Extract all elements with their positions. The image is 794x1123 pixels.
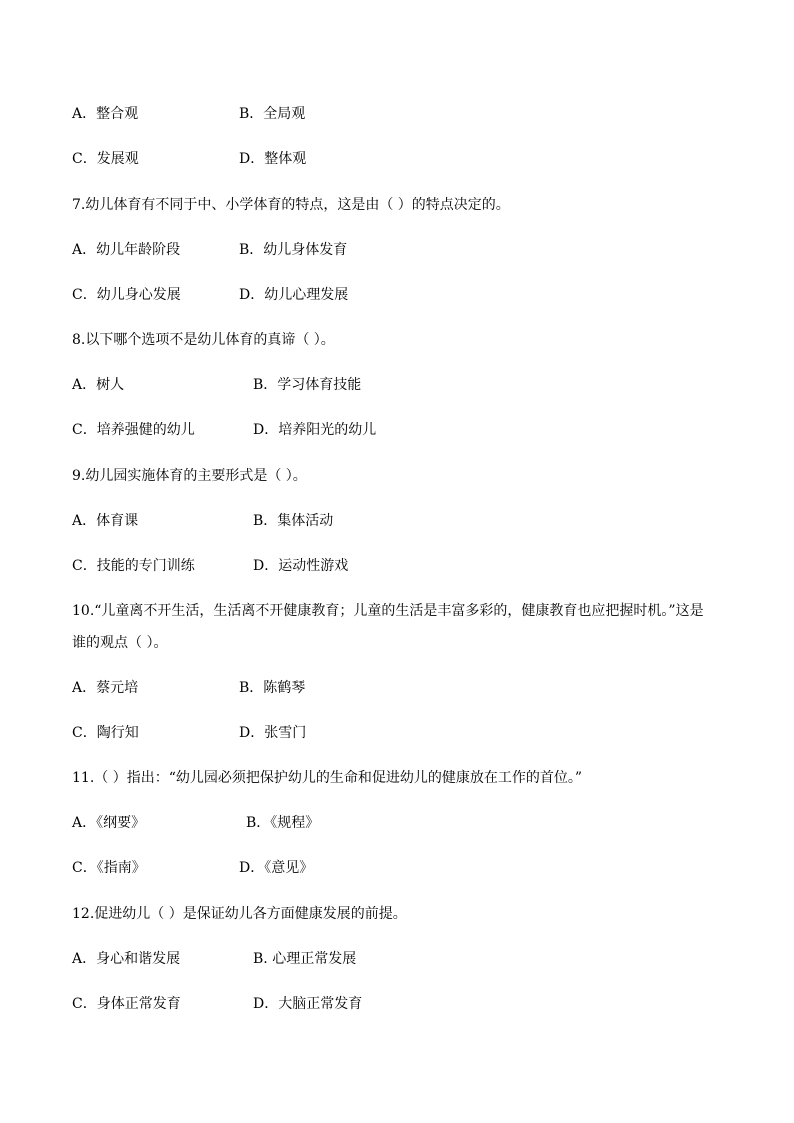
option-a: A．《纲要》 [72, 815, 146, 831]
option-d: D．大脑正常发育 [253, 996, 363, 1012]
option-c: C．《指南》 [72, 860, 146, 876]
option-a: A．体育课 [72, 513, 139, 529]
question-7: 7.幼儿体育有不同于中、小学体育的特点，这是由（ ）的特点决定的。 [72, 197, 510, 213]
option-b: B．学习体育技能 [253, 377, 362, 393]
option-c: C．陶行知 [72, 725, 139, 741]
question-9: 9.幼儿园实施体育的主要形式是（ ）。 [72, 468, 307, 484]
question-10-continued: 谁的观点（ ）。 [72, 635, 168, 651]
question-8: 8.以下哪个选项不是幼儿体育的真谛（ ）。 [72, 332, 335, 348]
option-row [72, 813, 320, 833]
question-12: 12.促进幼儿（ ）是保证幼儿各方面健康发展的前提。 [72, 906, 407, 922]
option-d: D．张雪门 [239, 725, 307, 741]
option-a: A．树人 [72, 377, 125, 393]
option-row [72, 240, 348, 260]
option-row [72, 994, 363, 1014]
option-a: A．身心和谐发展 [72, 951, 181, 967]
option-c: C．培养强健的幼儿 [72, 422, 195, 438]
option-d: D．培养阳光的幼儿 [253, 422, 377, 438]
option-row [72, 420, 377, 440]
option-a: A．整合观 [72, 106, 139, 122]
option-a: A．蔡元培 [72, 680, 139, 696]
option-row [72, 858, 314, 878]
option-row [72, 949, 357, 969]
option-row [72, 285, 349, 305]
option-c: C．幼儿身心发展 [72, 287, 181, 303]
option-d: D．运动性游戏 [253, 558, 349, 574]
option-c: C．技能的专门训练 [72, 558, 195, 574]
option-b: B．《规程》 [246, 815, 320, 831]
option-b: B．全局观 [239, 106, 306, 122]
option-b: B．陈鹤琴 [239, 680, 306, 696]
option-d: D．幼儿心理发展 [239, 287, 349, 303]
option-a: A．幼儿年龄阶段 [72, 242, 181, 258]
option-b: B．集体活动 [253, 513, 334, 529]
option-row [72, 104, 306, 124]
option-row [72, 678, 306, 698]
question-11: 11.（ ）指出：“幼儿园必须把保护幼儿的生命和促进幼儿的健康放在工作的首位。” [72, 770, 583, 786]
option-c: C．身体正常发育 [72, 996, 181, 1012]
option-row [72, 149, 307, 169]
option-c: C．发展观 [72, 151, 139, 167]
option-row [72, 723, 307, 743]
option-b: B．幼儿身体发育 [239, 242, 348, 258]
option-row [72, 511, 334, 531]
question-10: 10.“儿童离不开生活，生活离不开健康教育；儿童的生活是丰富多彩的，健康教育也应把握时机。”这是 [72, 603, 704, 619]
option-d: D．《意见》 [239, 860, 314, 876]
option-row [72, 375, 362, 395]
option-b: B. 心理正常发展 [253, 951, 357, 967]
option-row [72, 556, 349, 576]
option-d: D．整体观 [239, 151, 307, 167]
